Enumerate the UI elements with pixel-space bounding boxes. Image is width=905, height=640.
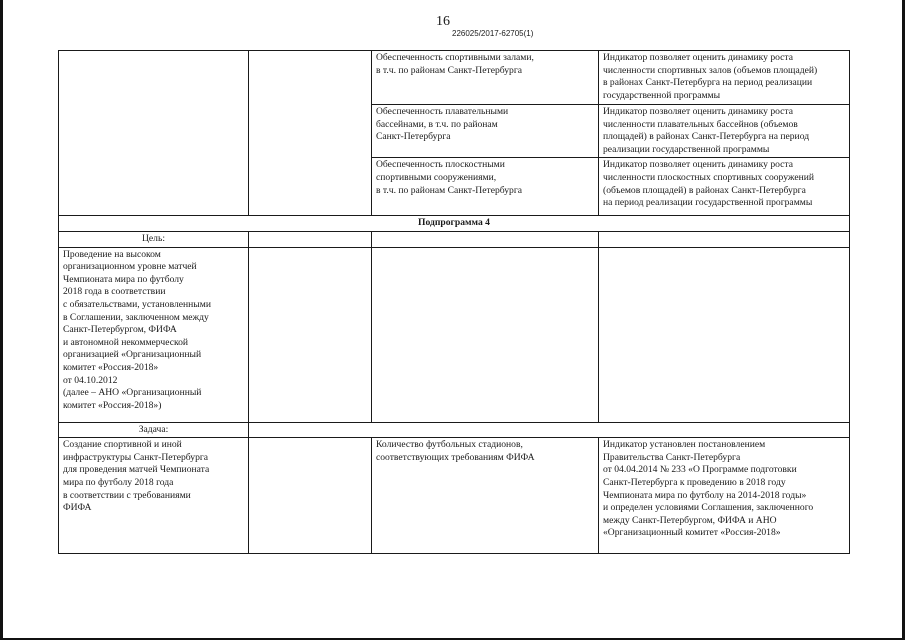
indicator-name: Обеспеченность плавательными бассейнами, в т.ч. по районам Санкт-Петербурга [376, 106, 509, 143]
indicator-description: Индикатор позволяет оценить динамику роста численности спортивных залов (объемов площадей) в районах Санкт-Петербурга на период реализации государственной программы [603, 52, 818, 101]
table-row [59, 422, 850, 438]
table-row [59, 51, 850, 105]
indicator-name: Обеспеченность спортивными залами, в т.ч. по районам Санкт-Петербурга [376, 52, 534, 76]
indicator-cell [372, 51, 599, 105]
indicator-cell [372, 105, 599, 158]
table-row [59, 438, 850, 554]
empty-cell [249, 247, 372, 422]
empty-cell [59, 51, 249, 216]
task-label: Задача: [59, 422, 249, 438]
indicator-cell [372, 438, 599, 554]
empty-cell [249, 422, 850, 438]
indicators-table [58, 50, 850, 554]
empty-cell [372, 231, 599, 247]
task-cell [59, 438, 249, 554]
empty-cell [372, 247, 599, 422]
empty-cell [599, 231, 850, 247]
empty-cell [599, 247, 850, 422]
indicator-cell [372, 158, 599, 216]
empty-cell [249, 438, 372, 554]
page-number: 16 [436, 14, 450, 29]
goal-text: Проведение на высоком организационном уровне матчей Чемпионата мира по футболу 2018 года в соответствии с обязательствами, установленными в Соглашении, заключенном между Санкт-Петербургом, ФИФА и автономной некоммерческой организацией «Организационный комитет «Россия-2018» от 04.10.2012 (далее – АНО «Организационный комитет «Россия-2018») [63, 248, 211, 411]
empty-cell [249, 231, 372, 247]
table-row [59, 247, 850, 422]
description-cell [599, 105, 850, 158]
scan-edge-left [0, 0, 3, 640]
indicator-name: Обеспеченность плоскостными спортивными сооружениями, в т.ч. по районам Санкт-Петербурга [376, 159, 523, 196]
empty-cell [249, 51, 372, 216]
goal-cell [59, 247, 249, 422]
task-text: Создание спортивной и иной инфраструктуры Санкт-Петербурга для проведения матчей Чемпионата мира по футболу 2018 года в соответствии с требованиями ФИФА [63, 439, 210, 514]
description-cell [599, 158, 850, 216]
indicator-description: Индикатор позволяет оценить динамику роста численности плоскостных спортивных сооружений (объемов площадей) в районах Санкт-Петербурга на период реализации государственной программы [603, 159, 815, 209]
goal-label: Цель: [59, 231, 249, 247]
description-cell [599, 51, 850, 105]
indicator-name: Количество футбольных стадионов, соответствующих требованиям ФИФА [376, 439, 535, 463]
description-cell [599, 438, 850, 554]
indicator-description: Индикатор позволяет оценить динамику роста численности плавательных бассейнов (объемов площадей) в районах Санкт-Петербурга на период реализации государственной программы [603, 106, 810, 155]
indicator-description: Индикатор установлен постановлением Правительства Санкт-Петербурга от 04.04.2014 № 233 «О Программе подготовки Санкт-Петербурга к проведению в 2018 году Чемпионата мира по футболу на 2014-2018 годы» и определен условиями Соглашения, заключенного между Санкт-Петербургом, ФИФА и АНО «Организационный комитет «Россия-2018» [603, 439, 814, 539]
subprogram-title: Подпрограмма 4 [59, 216, 850, 232]
document-code: 226025/2017-62705(1) [452, 29, 534, 38]
table-row [59, 231, 850, 247]
table-row [59, 216, 850, 232]
